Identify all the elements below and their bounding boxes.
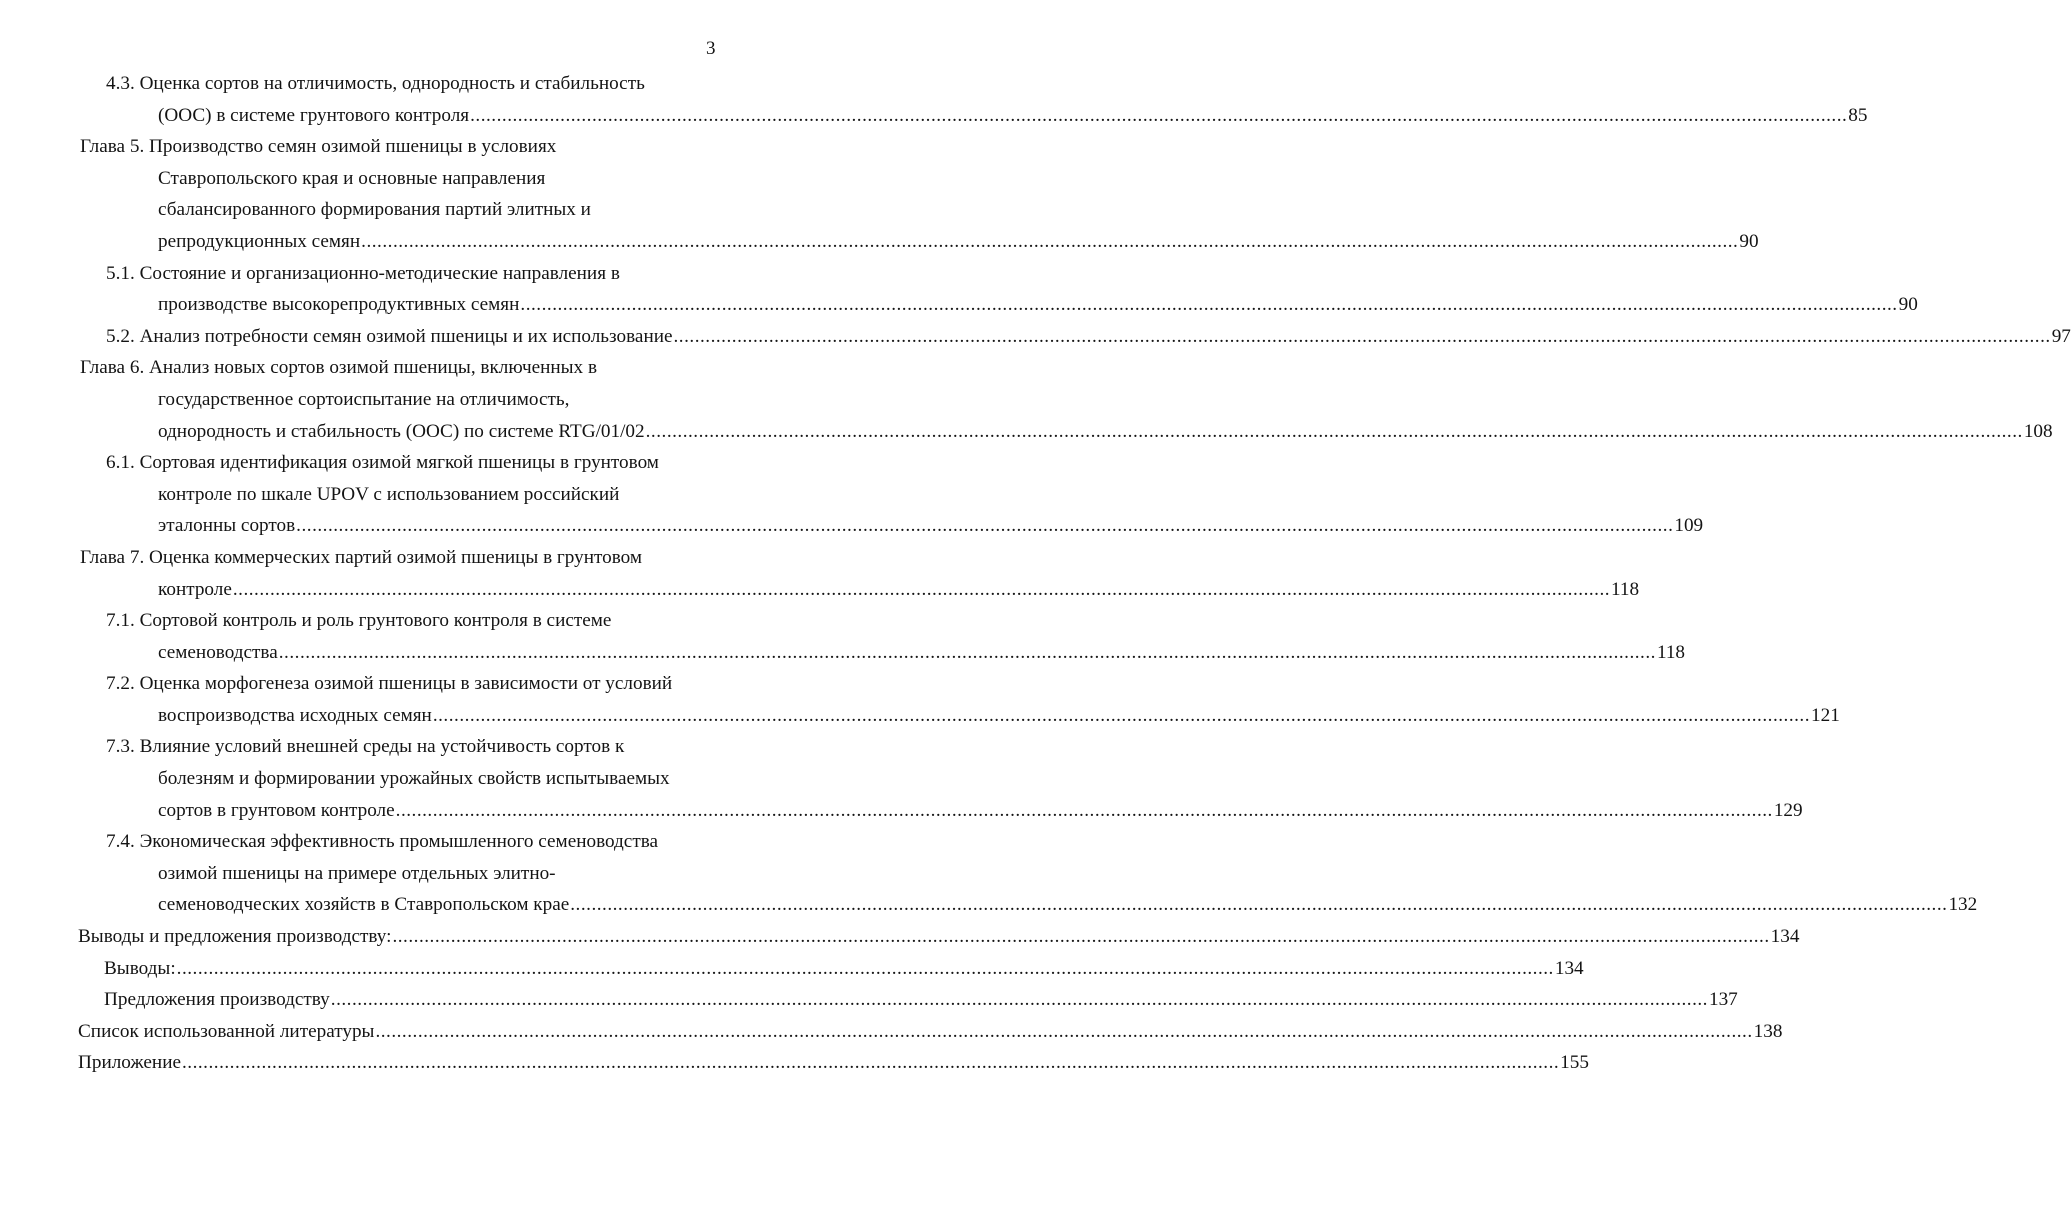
toc-line (0, 447, 796, 479)
toc-page-number: 108 (2023, 420, 2053, 442)
toc-entry (0, 731, 1803, 826)
toc-entry (0, 258, 1918, 321)
toc-entry-title: 6.1. Сортовая идентификация озимой мягкой пшеницы в грунтовом (106, 452, 659, 474)
toc-line (0, 289, 1918, 321)
dot-leader: .................................................................................................................................................................................................................................................................... (181, 1052, 1560, 1074)
toc-entry-title: 7.1. Сортовой контроль и роль грунтового контроля в системе (106, 610, 612, 632)
toc-entry-title: болезням и формировании урожайных свойств испытываемых (158, 768, 670, 790)
dot-leader: .................................................................................................................................................................................................................................................................... (330, 989, 1708, 1011)
toc-entry-title: воспроизводства исходных семян (158, 704, 432, 726)
toc-entry (0, 668, 1840, 731)
dot-leader: .................................................................................................................................................................................................................................................................... (392, 926, 1770, 948)
toc-entry-title: семеноводства (158, 641, 278, 663)
toc-entry-title: сортов в грунтовом контроле (158, 799, 395, 821)
toc-line (0, 574, 1640, 606)
toc-entry-title: Выводы и предложения производству: (78, 926, 392, 948)
toc-entry (0, 826, 1978, 921)
toc-line (0, 953, 1584, 985)
toc-entry-title: 4.3. Оценка сортов на отличимость, однородность и стабильность (106, 73, 645, 94)
toc-page-number: 109 (1674, 515, 1704, 537)
toc-line (0, 763, 796, 795)
toc-page-number: 118 (1656, 641, 1686, 663)
toc-entry-title: производстве высокорепродуктивных семян (158, 294, 520, 316)
toc-page-number: 137 (1708, 989, 1738, 1011)
dot-leader: .................................................................................................................................................................................................................................................................... (375, 1020, 1753, 1042)
toc-line (0, 889, 1978, 921)
toc-entry (0, 1016, 1783, 1048)
dot-leader: .................................................................................................................................................................................................................................................................... (361, 230, 1739, 252)
toc-entry (0, 447, 1704, 542)
dot-leader: .................................................................................................................................................................................................................................................................... (570, 894, 1948, 916)
dot-leader: .................................................................................................................................................................................................................................................................... (432, 704, 1811, 726)
toc-line (0, 100, 1868, 132)
dot-leader: .................................................................................................................................................................................................................................................................... (520, 294, 1898, 316)
toc-entry-title: 7.3. Влияние условий внешней среды на устойчивость сортов к (106, 736, 625, 758)
toc-line (0, 795, 1803, 827)
toc-line (0, 984, 1738, 1016)
toc-line (0, 637, 1686, 669)
toc-line (0, 731, 796, 763)
dot-leader: .................................................................................................................................................................................................................................................................... (673, 325, 2051, 347)
toc-line (0, 542, 796, 574)
dot-leader: .................................................................................................................................................................................................................................................................... (176, 957, 1554, 979)
toc-line (0, 858, 796, 890)
dot-leader: .................................................................................................................................................................................................................................................................... (470, 104, 1848, 126)
toc-entry-title: контроле по шкале UPOV с использованием российский (158, 483, 620, 505)
toc-line (0, 226, 1759, 258)
toc-entry-title: репродукционных семян (158, 230, 361, 252)
toc-page-number: 134 (1770, 926, 1800, 948)
toc-entry-title: семеноводческих хозяйств в Ставропольском крае (158, 894, 570, 916)
page-number: 3 (706, 38, 716, 59)
toc-entry-title: 5.1. Состояние и организационно-методические направления в (106, 262, 620, 284)
toc-line (0, 1047, 1589, 1079)
toc-entry (0, 131, 1759, 257)
toc-line (0, 258, 796, 290)
toc-entry (0, 984, 1738, 1016)
toc-page-number: 138 (1753, 1020, 1783, 1042)
toc-entry-title: 7.2. Оценка морфогенеза озимой пшеницы в зависимости от условий (106, 673, 673, 695)
toc-entry-title: Глава 7. Оценка коммерческих партий озимой пшеницы в грунтовом (80, 546, 643, 568)
toc-entry-title: Ставропольского края и основные направления (158, 167, 546, 189)
toc-page-number: 121 (1811, 704, 1840, 726)
toc-entry (0, 921, 1800, 953)
toc-line (0, 826, 796, 858)
toc-line (0, 605, 796, 637)
toc-page-number: 134 (1554, 957, 1584, 979)
toc-page-number: 132 (1948, 894, 1978, 916)
toc-page-number: 129 (1773, 799, 1803, 821)
toc-entry (0, 542, 1640, 605)
toc-entry (0, 1047, 1589, 1079)
toc-entry (0, 605, 1686, 668)
toc-line (0, 163, 796, 195)
toc-line (0, 510, 1704, 542)
toc-entry-title: эталонны сортов (158, 515, 296, 537)
toc-entry-title: Приложение (78, 1052, 181, 1074)
toc-line (0, 700, 1840, 732)
dot-leader: .................................................................................................................................................................................................................................................................... (645, 420, 2023, 442)
toc-page-number: 90 (1739, 230, 1759, 252)
toc-entry (0, 321, 2071, 353)
toc-line (0, 1016, 1783, 1048)
toc-entry-title: Глава 6. Анализ новых сортов озимой пшеницы, включенных в (80, 357, 598, 379)
toc-entry-title: Предложения производству (104, 989, 330, 1011)
toc-line (0, 68, 796, 100)
toc-entry-title: контроле (158, 578, 232, 600)
toc-entry-title: (ООС) в системе грунтового контроля (158, 104, 470, 126)
dot-leader: .................................................................................................................................................................................................................................................................... (395, 799, 1773, 821)
toc-line (0, 921, 1800, 953)
toc-page-number: 118 (1611, 578, 1640, 600)
toc-entry-title: однородность и стабильность (ООС) по системе RTG/01/02 (158, 420, 645, 442)
dot-leader: .................................................................................................................................................................................................................................................................... (278, 641, 1656, 663)
toc-page-number: 85 (1848, 104, 1868, 126)
toc-line (0, 131, 796, 163)
toc-entry-title: озимой пшеницы на примере отдельных элитно- (158, 862, 556, 884)
toc-entry-title: сбалансированного формирования партий элитных и (158, 199, 591, 221)
toc-page-number: 90 (1898, 294, 1918, 316)
toc-line (0, 352, 796, 384)
dot-leader: .................................................................................................................................................................................................................................................................... (296, 515, 1674, 537)
toc-line (0, 479, 796, 511)
toc-line (0, 384, 796, 416)
toc-entry-title: 5.2. Анализ потребности семян озимой пшеницы и их использование (106, 325, 673, 347)
toc-entry-title: Глава 5. Производство семян озимой пшеницы в условиях (80, 136, 557, 158)
toc-entry-title: Список использованной литературы (78, 1020, 375, 1042)
toc-entry (0, 953, 1584, 985)
toc-entry-title: Выводы: (104, 957, 176, 979)
toc-page-number: 97 (2051, 325, 2071, 347)
dot-leader: .................................................................................................................................................................................................................................................................... (232, 578, 1611, 600)
toc-entry (0, 352, 2053, 447)
toc-line (0, 416, 2053, 448)
table-of-contents (0, 68, 2071, 1079)
toc-line (0, 194, 796, 226)
toc-entry (0, 68, 1868, 131)
toc-entry-title: государственное сортоиспытание на отличимость, (158, 388, 570, 410)
toc-line (0, 668, 796, 700)
toc-page-number: 155 (1560, 1052, 1589, 1074)
toc-line (0, 321, 2071, 353)
toc-entry-title: 7.4. Экономическая эффективность промышленного семеноводства (106, 831, 659, 853)
